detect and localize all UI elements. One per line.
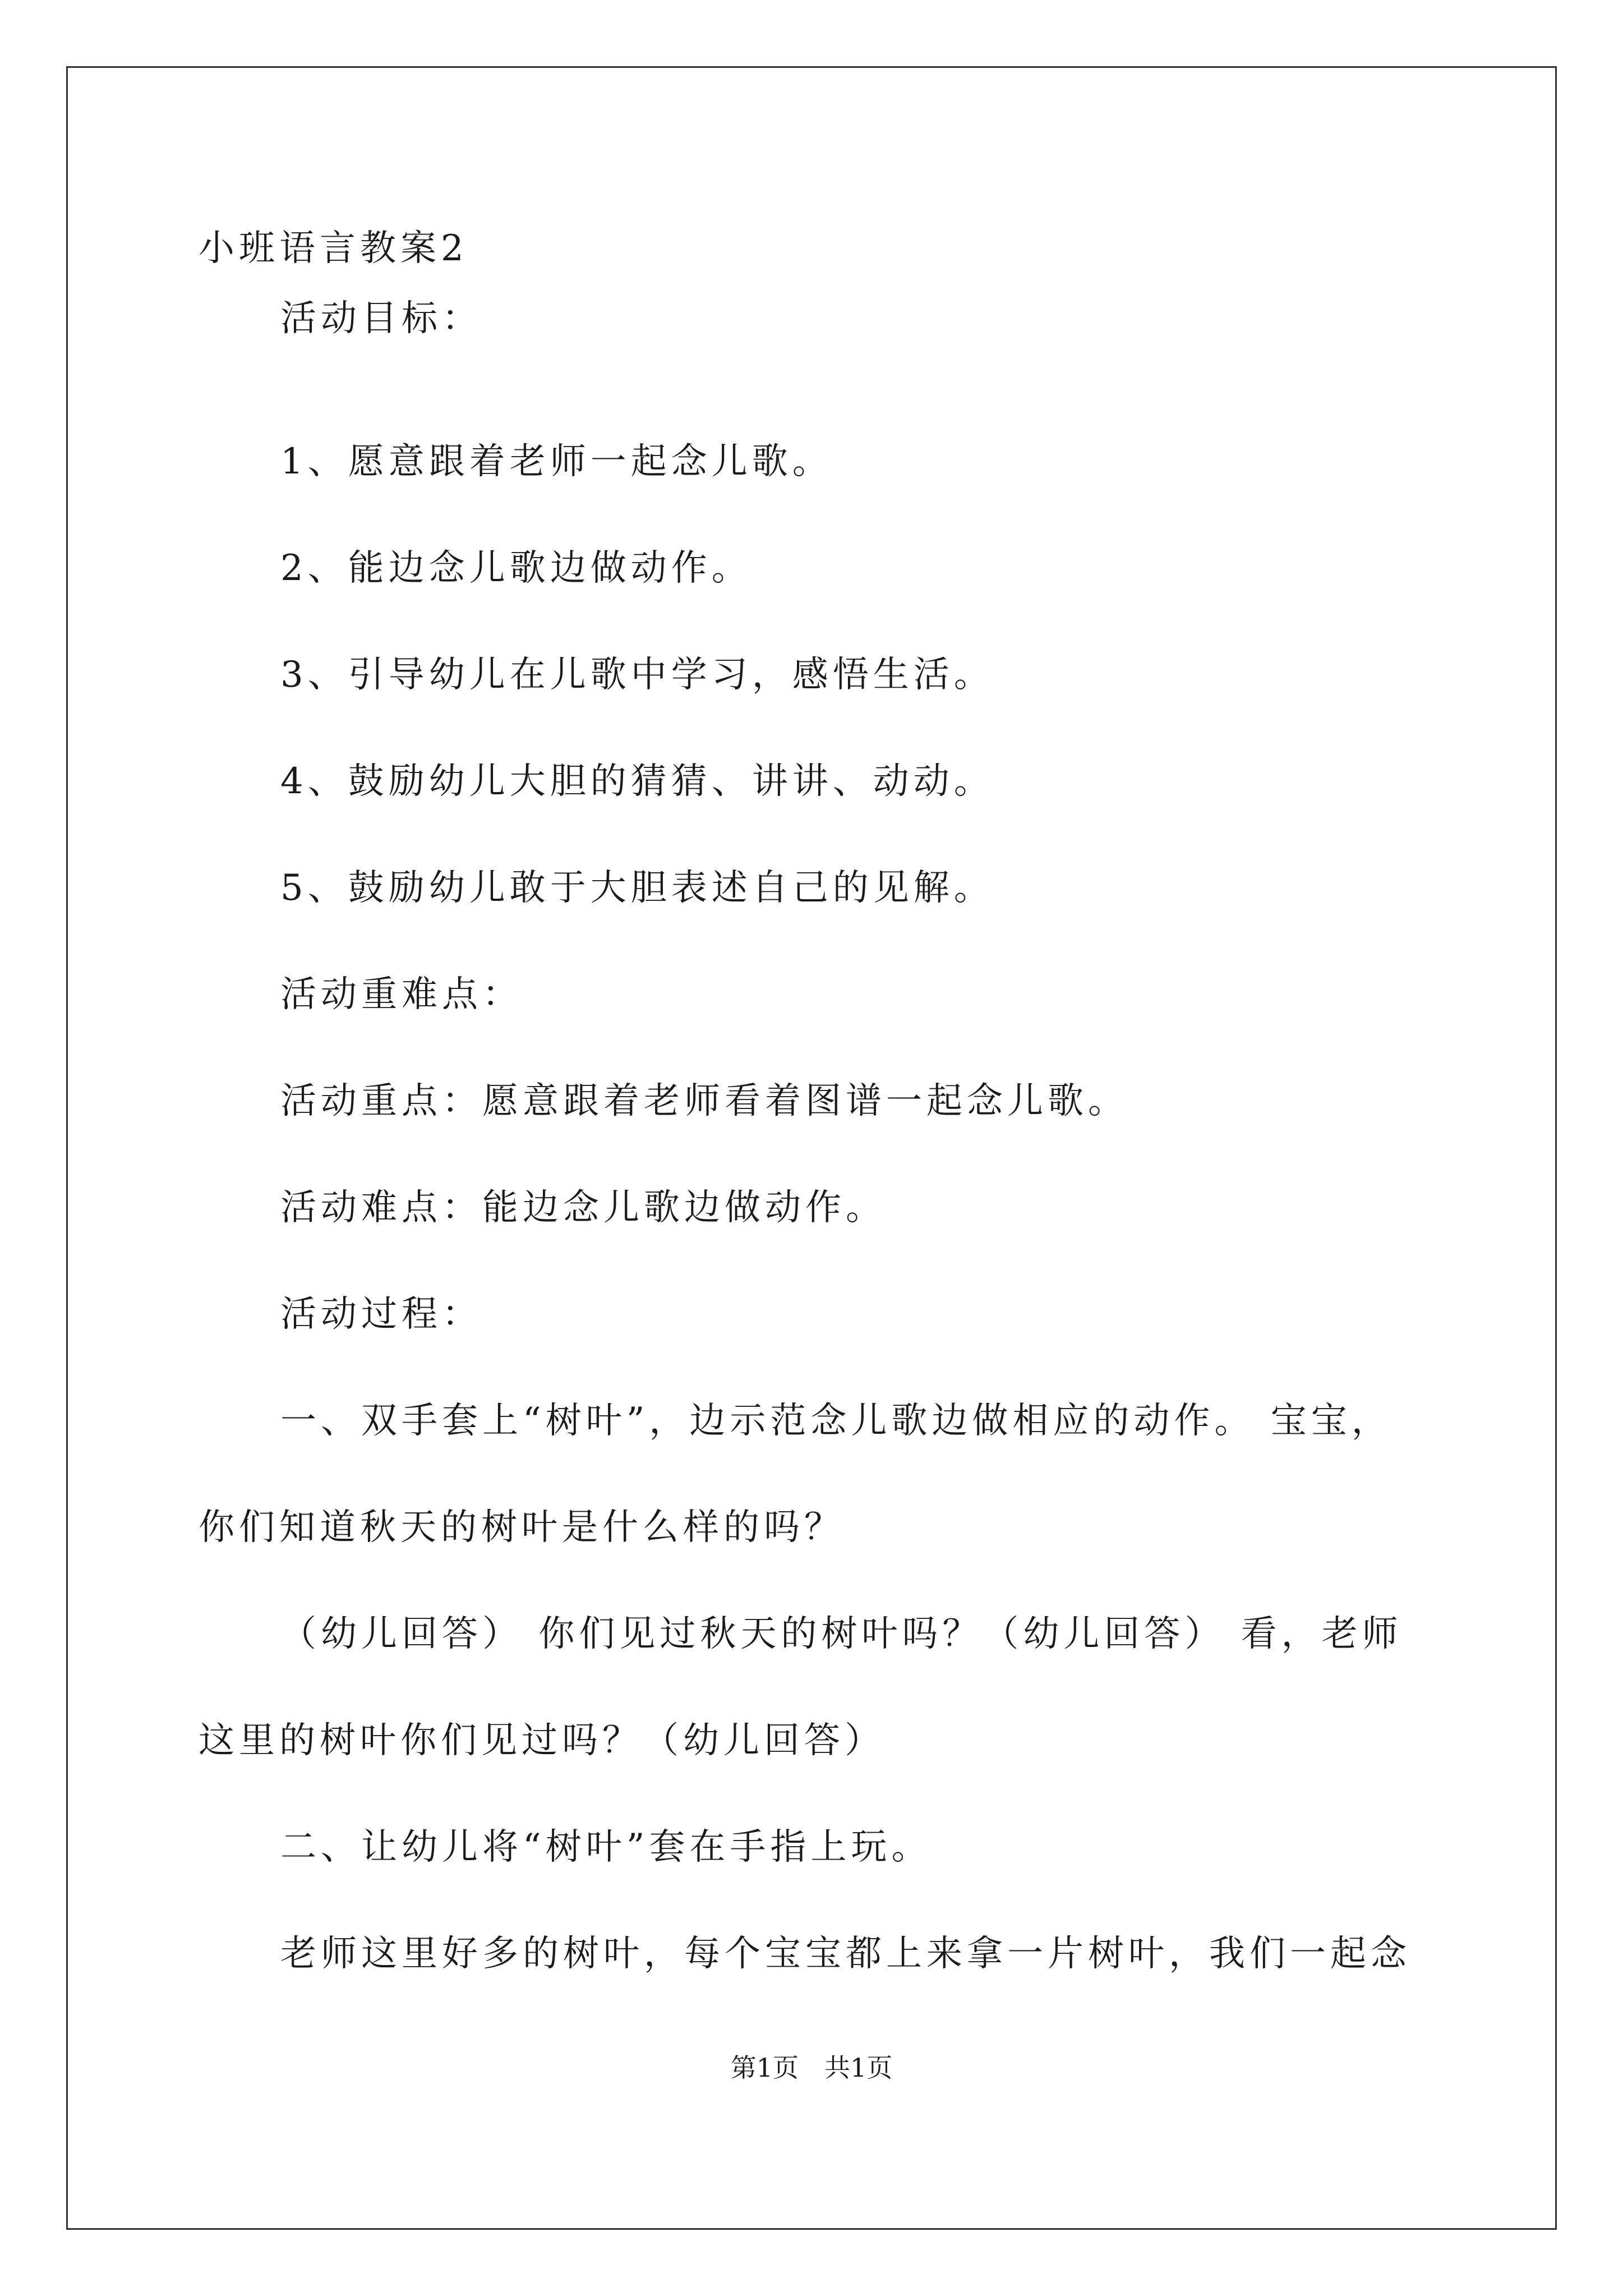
paragraph: 你们知道秋天的树叶是什么样的吗？ — [199, 1507, 845, 1548]
document-title: 小班语言教案2 — [199, 228, 468, 269]
paragraph: 5、鼓励幼儿敢于大胆表述自己的见解。 — [280, 867, 994, 909]
paragraph: 活动难点：能边念儿歌边做动作。 — [280, 1187, 886, 1228]
paragraph: 活动目标： — [280, 298, 482, 339]
paragraph: 2、能边念儿歌边做动作。 — [280, 547, 752, 589]
page-footer: 第1页 共1页 — [730, 2053, 893, 2083]
page-border — [66, 66, 1557, 2230]
paragraph: 活动重难点： — [280, 974, 523, 1015]
paragraph: 4、鼓励幼儿大胆的猜猜、讲讲、动动。 — [280, 761, 994, 802]
paragraph: 3、引导幼儿在儿歌中学习，感悟生活。 — [280, 654, 994, 696]
paragraph: 活动重点：愿意跟着老师看着图谱一起念儿歌。 — [280, 1080, 1128, 1122]
paragraph: 老师这里好多的树叶，每个宝宝都上来拿一片树叶，我们一起念 — [280, 1933, 1411, 1975]
paragraph: （幼儿回答） 你们见过秋天的树叶吗？（幼儿回答） 看，老师 — [280, 1613, 1403, 1655]
paragraph: 这里的树叶你们见过吗？（幼儿回答） — [199, 1720, 885, 1761]
paragraph: 二、让幼儿将“树叶”套在手指上玩。 — [280, 1826, 932, 1868]
paragraph: 1、愿意跟着老师一起念儿歌。 — [280, 441, 833, 482]
paragraph: 一、双手套上“树叶”，边示范念儿歌边做相应的动作。 宝宝， — [280, 1400, 1392, 1442]
paragraph: 活动过程： — [280, 1294, 482, 1335]
